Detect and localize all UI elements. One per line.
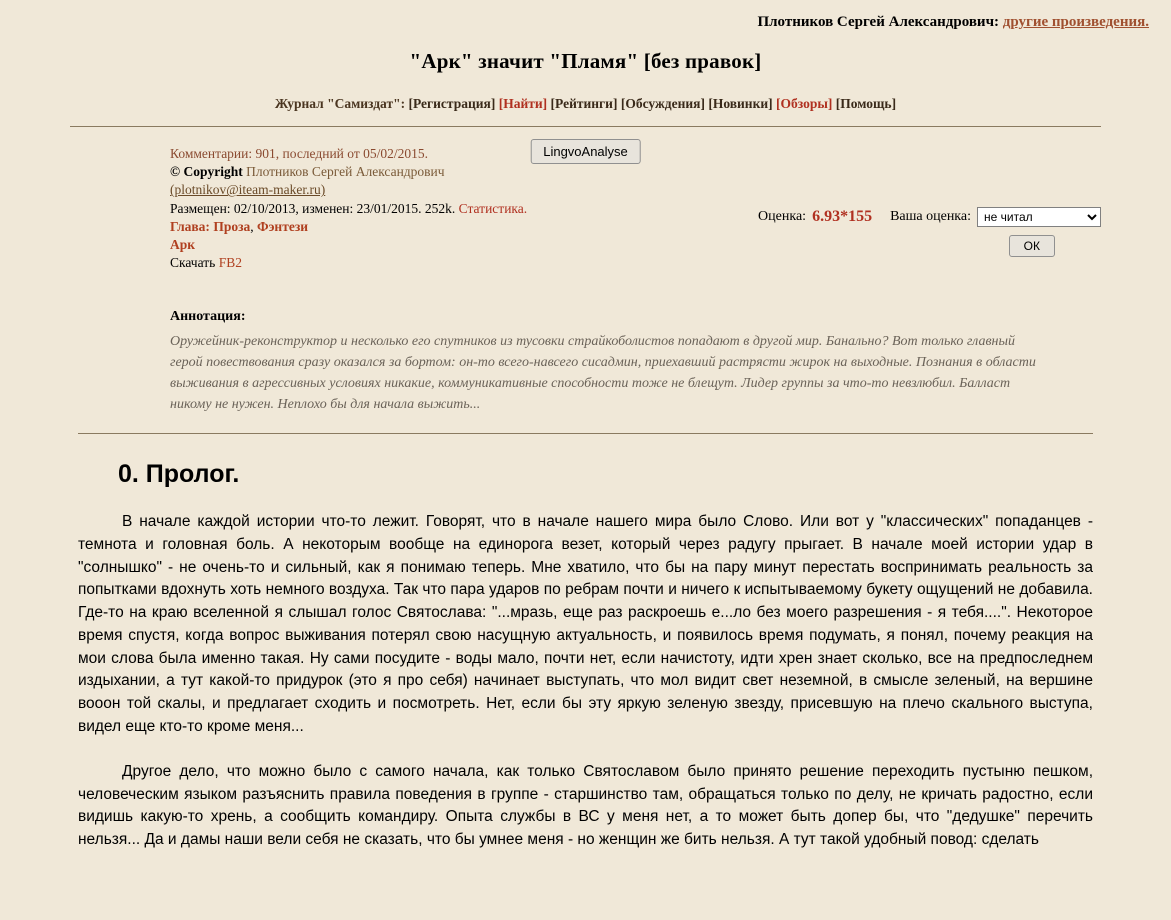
rating-section <box>671 207 1101 257</box>
author-colon: : <box>994 14 1000 30</box>
placed-line <box>170 200 730 218</box>
nav-item-ratings[interactable]: [Рейтинги] <box>550 96 618 111</box>
placed-text: Размещен: 02/10/2013, изменен: 23/01/2015. 252k. <box>170 200 456 216</box>
site-nav <box>0 96 1171 112</box>
submit-rating-button[interactable]: ОК <box>1009 235 1055 257</box>
statistics-link[interactable]: Статистика. <box>458 200 528 216</box>
nav-item-search[interactable]: [Найти] <box>498 96 548 111</box>
series-link[interactable]: Арк <box>170 237 196 253</box>
rating-select[interactable] <box>977 207 1101 227</box>
series-line <box>170 236 730 254</box>
author-email-link[interactable]: (plotnikov@iteam-maker.ru) <box>170 182 326 198</box>
chapter-label-link[interactable]: Глава: <box>170 218 210 234</box>
comments-line <box>170 145 730 163</box>
nav-item-registration[interactable]: [Регистрация] <box>408 96 496 111</box>
lingvo-button-wrap <box>530 139 641 164</box>
rating-label: Оценка: <box>758 209 807 224</box>
other-works-link[interactable]: другие произведения. <box>1002 14 1149 30</box>
genre-link-prose[interactable]: Проза <box>213 218 251 234</box>
nav-item-discussions[interactable]: [Обсуждения] <box>620 96 705 111</box>
comments-text: Комментарии: 901, последний от 05/02/2015. <box>170 146 429 161</box>
genre-line: Глава: Проза, Фэнтези <box>170 218 309 234</box>
divider-bottom <box>78 433 1093 434</box>
journal-label: Журнал "Самиздат": <box>274 96 406 111</box>
nav-item-new[interactable]: [Новинки] <box>708 96 773 111</box>
your-rating-label: Ваша оценка: <box>890 209 971 224</box>
annotation-title: Аннотация: <box>170 309 246 324</box>
chapter-heading: 0. Пролог. <box>118 460 240 488</box>
divider-top <box>70 126 1101 127</box>
download-line <box>170 254 730 272</box>
meta-section <box>0 139 1171 289</box>
copyright-line <box>170 163 730 181</box>
author-bar <box>0 0 1171 31</box>
lingvo-analyse-button[interactable]: LingvoAnalyse <box>530 139 641 164</box>
rating-value: 6.93*155 <box>812 208 873 225</box>
ok-row <box>671 235 1101 257</box>
email-line <box>170 181 730 199</box>
paragraph: В начале каждой истории что-то лежит. Говорят, что в начале нашего мира было Слово. Или вот у "классических" попаданцев - темнота и головная боль. А некоторым вообще на единорога везет, который через радугу прыгает. В начале моей истории удар в "солнышко" - не очень-то и сильный, как я понимаю теперь. Мне хватило, что бы на пару минут перестать воспринимать реальность за попытками вдохнуть хоть немного воздуха. Так что пара ударов по ребрам почти и ничего к испытываемому букету ощущений не добавила. Где-то на краю вселенной я слышал голос Святослава: "...мразь, еще раз раскроешь е...ло без моего разрешения - я тебя....". Некоторое время спустя, когда вопрос выживания потерял свою насущную актуальность, и появилось время подумать, я понял, почему реакция на мои слова была именно такая. Ну сами посудите - воды мало, почти нет, если начистоту, идти хрен знает сколько, все на предпоследнем издыхании, а тут какой-то придурок (это я про себя) начинает выступать, что мол видит свет неземной, в смысле зеленый, на вершине вооон той скалы, и предлагает сходить и посмотреть. Нет, если бы эту яркую зеленую звезду, присевшую на плечо скального выступа, видел еще кто-то кроме меня... <box>78 513 1093 736</box>
author-name: Плотников Сергей Александрович <box>757 14 995 30</box>
download-fb2-link[interactable]: FB2 <box>218 255 242 271</box>
paragraph: Другое дело, что можно было с самого начала, как только Святославом было принято решение переходить пустыню пешком, человеческим языком разъяснить правила поведения в группе - старшинство там, обращаться только по делу, не кричать радостно, если видишь какую-то хрень, а сообщить командиру. Опыта службы в ВС у меня нет, а то может быть допер бы, что "дедушке" перечить нельзя... Да и дамы наши вели себя не сказать, что бы умнее меня - но женщин же бить нельзя. А тут такой удобный повод: сделать <box>78 762 1093 849</box>
chapter-body <box>78 511 1093 852</box>
rating-row <box>671 207 1101 227</box>
nav-item-help[interactable]: [Помощь] <box>835 96 897 111</box>
page-title: "Арк" значит "Пламя" [без правок] <box>409 49 762 73</box>
download-label: Скачать <box>170 255 216 271</box>
copyright-prefix: © Copyright <box>170 164 247 180</box>
annotation-text: Оружейник-реконструктор и несколько его спутников из тусовки страйкоболистов попадают в другой мир. Банально? Вот только главный герой повествования сразу оказался за бортом: он-то всего-навсего сисадмин, приехавший растрясти жирок на выходные. Познания в области выживания в агрессивных условиях никакие, коммуникативные способности тоже не блещут. Лидер группы за что-то невзлюбил. Балласт никому не нужен. Неплохо бы для начала выжить... <box>170 334 1036 412</box>
nav-item-reviews[interactable]: [Обзоры] <box>776 96 833 111</box>
meta-block <box>170 139 730 273</box>
genre-link-fantasy[interactable]: Фэнтези <box>257 218 309 234</box>
copyright-author-link[interactable]: Плотников Сергей Александрович <box>246 164 445 180</box>
